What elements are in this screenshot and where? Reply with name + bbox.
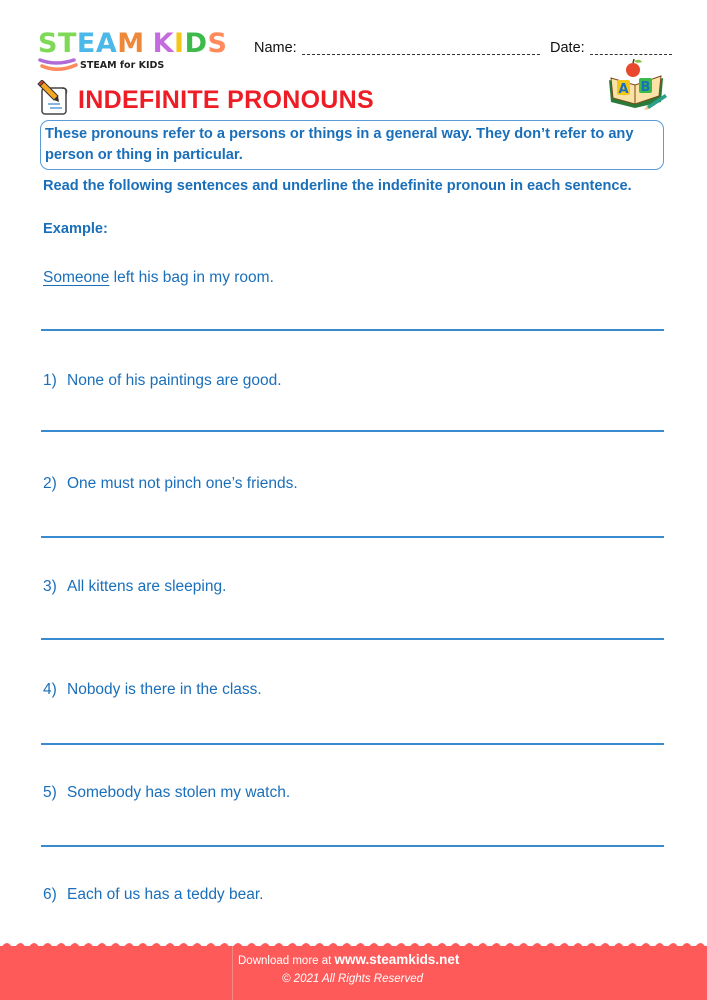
question-3 [43,578,226,596]
logo-letter: E [76,28,96,59]
page-title: INDEFINITE PRONOUNS [78,86,374,114]
definition-text: These pronouns refer to a persons or things in a general way. They don’t refer to any person or thing in particular. [45,126,634,163]
question-text[interactable]: None of his paintings are good. [67,372,282,389]
footer-copyright: © 2021 All Rights Reserved [282,973,424,985]
logo-letter: M [117,28,145,59]
question-text[interactable]: Each of us has a teddy bear. [67,886,264,903]
question-2 [43,475,298,493]
steam-kids-logo [38,30,238,74]
question-number: 1) [43,372,57,389]
answer-line-5[interactable] [41,845,664,847]
logo-letter: K [152,28,175,59]
answer-line-2[interactable] [41,536,664,538]
footer-download [238,952,459,967]
question-5 [43,784,290,802]
name-field[interactable] [302,54,540,55]
example-rest: left his bag in my room. [109,269,274,286]
question-text[interactable]: Somebody has stolen my watch. [67,784,291,801]
footer-divider [232,946,233,1000]
logo-letter: D [184,28,208,59]
smile-swoosh-icon [38,56,80,72]
logo-letter: T [57,28,77,59]
svg-text:A: A [618,82,629,97]
date-label: Date: [550,40,585,56]
logo-letter: A [95,28,118,59]
question-text[interactable]: One must not pinch one’s friends. [67,475,298,492]
question-number: 2) [43,475,57,492]
logo-letter: S [207,28,228,59]
question-text[interactable]: All kittens are sleeping. [67,578,227,595]
question-text[interactable]: Nobody is there in the class. [67,681,262,698]
answer-line-3[interactable] [41,638,664,640]
question-6 [43,886,263,904]
example-label: Example: [43,221,108,237]
name-label: Name: [254,40,297,56]
question-number: 4) [43,681,57,698]
pencil-paper-icon [36,80,72,116]
question-number: 6) [43,886,57,903]
logo-letter: S [38,28,58,59]
logo-wordmark [38,30,238,58]
footer-website-link[interactable]: www.steamkids.net [334,952,460,967]
question-1 [43,372,282,390]
answer-line-4[interactable] [41,743,664,745]
question-number: 3) [43,578,57,595]
instructions: Read the following sentences and underline the indefinite pronoun in each sentence. [43,178,632,194]
question-number: 5) [43,784,57,801]
question-4 [43,681,262,699]
answer-line-example[interactable] [41,329,664,331]
abc-book-apple-icon [605,58,667,110]
footer-download-prefix: Download more at [238,955,332,967]
answer-line-1[interactable] [41,430,664,432]
example-sentence [43,269,274,287]
logo-tagline: STEAM for KIDS [80,60,165,71]
example-underlined-pronoun: Someone [43,269,110,286]
date-field[interactable] [590,54,672,55]
svg-text:B: B [640,80,651,95]
logo-letter: I [174,28,185,59]
